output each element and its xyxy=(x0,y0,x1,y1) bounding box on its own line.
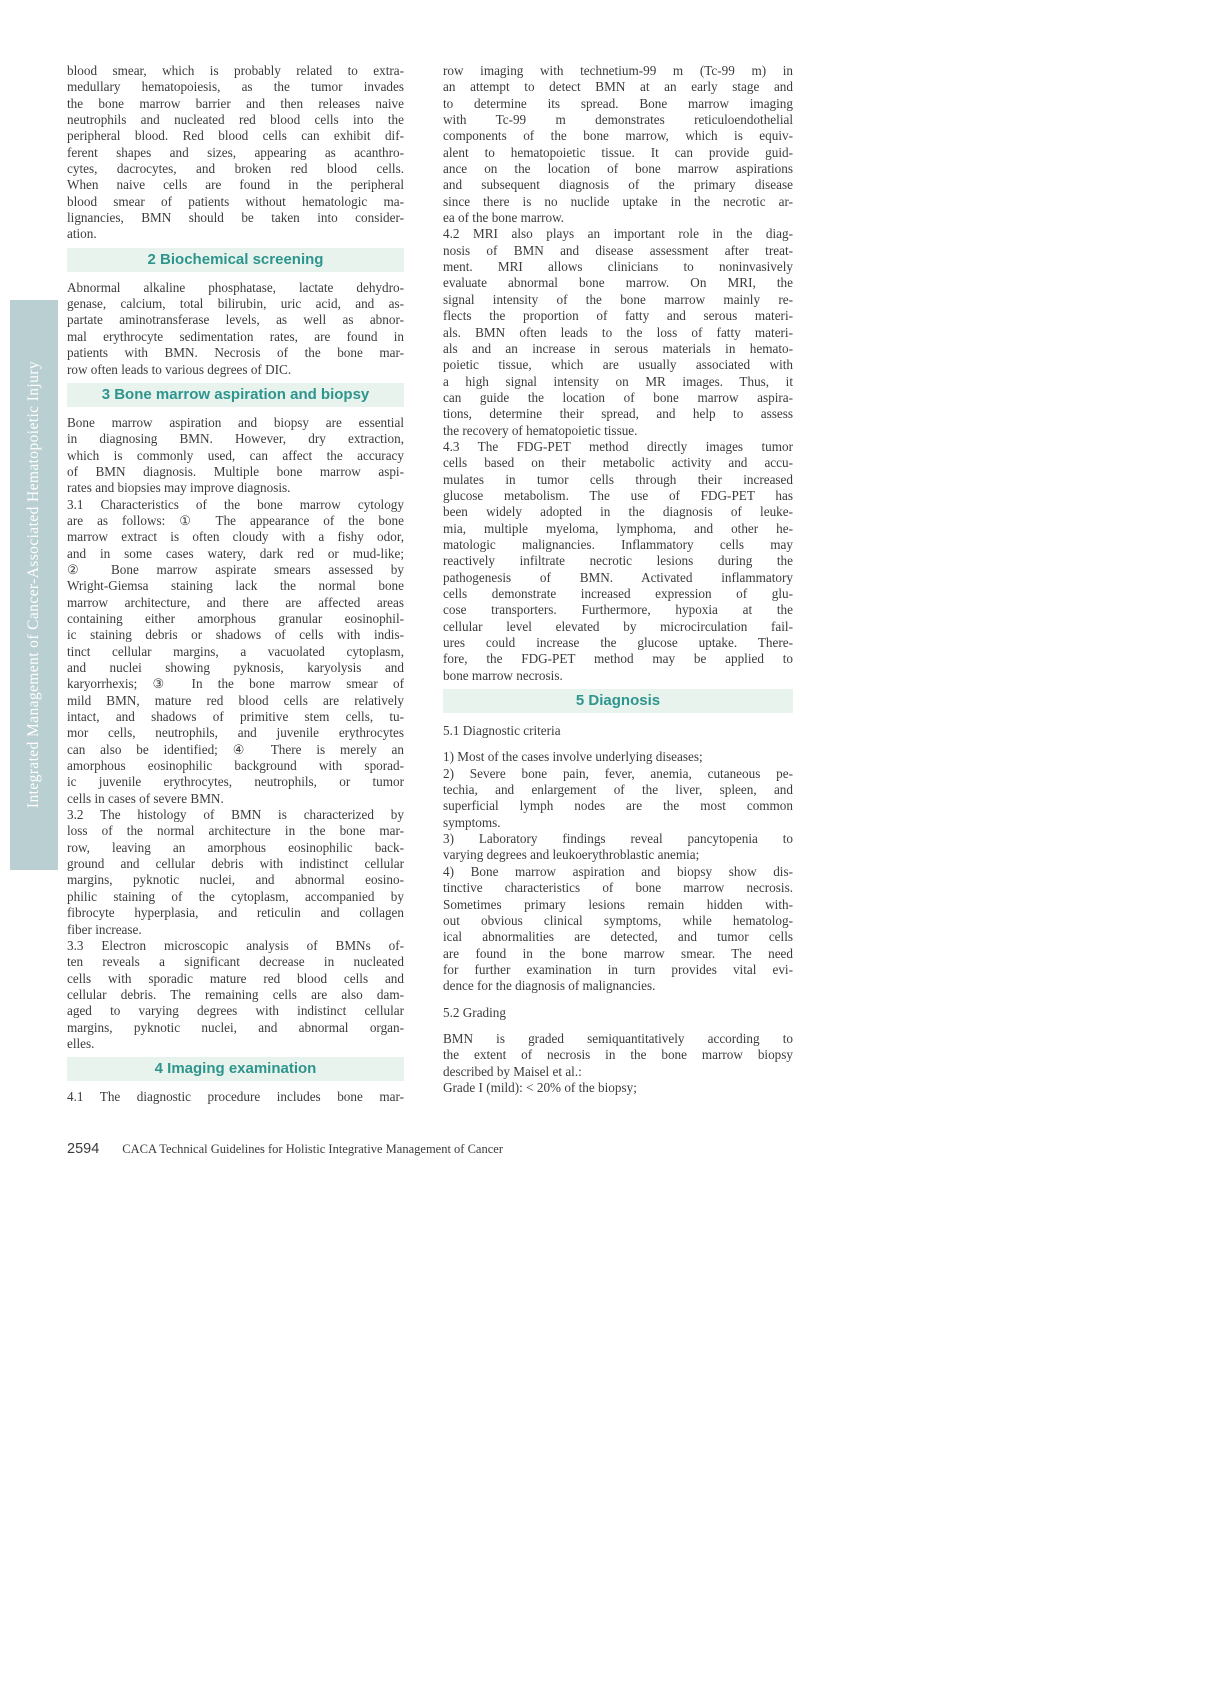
body-line: superficial lymph nodes are the most common xyxy=(443,798,793,814)
body-line: alent to hematopoietic tissue. It can provide guid- xyxy=(443,144,793,160)
subsection-heading: 5.2 Grading xyxy=(443,1004,506,1020)
body-line: 4.3 The FDG-PET method directly images tumor xyxy=(443,438,793,454)
body-line: als and an increase in serous materials in hemato- xyxy=(443,340,793,356)
body-line: 4.2 MRI also plays an important role in the diag- xyxy=(443,226,793,242)
body-line: ground and cellular debris with indistinct cellular xyxy=(67,856,404,872)
body-line: 1) Most of the cases involve underlying diseases; xyxy=(443,749,703,765)
body-line: tinct cellular margins, a vacuolated cytoplasm, xyxy=(67,643,404,659)
page-number: 2594 xyxy=(67,1141,100,1157)
body-line: patients with BMN. Necrosis of the bone mar- xyxy=(67,345,404,361)
body-line: out obvious clinical symptoms, while hematolog- xyxy=(443,912,793,928)
body-line: 3.3 Electron microscopic analysis of BMNs of- xyxy=(67,937,404,953)
body-line: and subsequent diagnosis of the primary disease xyxy=(443,177,793,193)
body-line: amorphous eosinophilic background with sporad- xyxy=(67,758,404,774)
body-line: flects the proportion of fatty and serous materi- xyxy=(443,308,793,324)
body-line: containing either amorphous granular eosinophil- xyxy=(67,610,404,626)
body-line: in diagnosing BMN. However, dry extraction, xyxy=(67,431,404,447)
body-line: row imaging with technetium-99 m (Tc-99 m) in xyxy=(443,63,793,78)
body-line: since there is no nuclide uptake in the necrotic ar- xyxy=(443,193,793,209)
paragraph xyxy=(67,1089,404,1105)
body-line: BMN is graded semiquantitatively according to xyxy=(443,1030,793,1046)
body-line: a high signal intensity on MR images. Thus, it xyxy=(443,373,793,389)
body-line: ures could increase the glucose uptake. There- xyxy=(443,635,793,651)
body-line: techia, and enlargement of the liver, spleen, and xyxy=(443,782,793,798)
body-line: mulates in tumor cells through their increased xyxy=(443,471,793,487)
paragraph xyxy=(67,415,404,1052)
section-heading: 5 Diagnosis xyxy=(443,689,793,713)
body-line: an attempt to detect BMN at an early stage and xyxy=(443,79,793,95)
body-line: cells in cases of severe BMN. xyxy=(67,790,224,806)
body-line: aged to varying degrees with indistinct cellular xyxy=(67,1003,404,1019)
body-line: blood smear of patients without hematologic ma- xyxy=(67,193,404,209)
paragraph xyxy=(67,63,404,243)
body-line: described by Maisel et al.: xyxy=(443,1063,582,1079)
body-line: Wright-Giemsa staining lack the normal bone xyxy=(67,578,404,594)
body-line: When naive cells are found in the peripheral xyxy=(67,177,404,193)
body-line: row often leads to various degrees of DIC. xyxy=(67,361,292,377)
paragraph xyxy=(443,1031,793,1096)
body-line: cells based on their metabolic activity and accu- xyxy=(443,455,793,471)
body-line: Grade I (mild): < 20% of the biopsy; xyxy=(443,1079,637,1095)
body-line: dence for the diagnosis of malignancies. xyxy=(443,978,656,994)
body-line: fiber increase. xyxy=(67,921,142,937)
body-line: 2) Severe bone pain, fever, anemia, cutaneous pe- xyxy=(443,765,793,781)
paragraph xyxy=(443,749,793,994)
body-line: 3.2 The histology of BMN is characterized by xyxy=(67,807,404,823)
body-line: mor cells, neutrophils, and juvenile erythrocytes xyxy=(67,725,404,741)
sidebar-vertical-title: Integrated Management of Cancer-Associated Hematopoietic Injury xyxy=(25,361,42,809)
subsection-heading: 5.1 Diagnostic criteria xyxy=(443,723,561,739)
body-line: rates and biopsies may improve diagnosis. xyxy=(67,480,291,496)
body-line: row, leaving an amorphous eosinophilic back- xyxy=(67,839,404,855)
footer-running-title: CACA Technical Guidelines for Holistic Integrative Management of Cancer xyxy=(122,1142,503,1156)
body-line: cellular debris. The remaining cells are also dam- xyxy=(67,986,404,1002)
body-line: blood smear, which is probably related to extra- xyxy=(67,63,404,78)
body-line: genase, calcium, total bilirubin, uric acid, and as- xyxy=(67,296,404,312)
body-line: signal intensity of the bone marrow mainly re- xyxy=(443,291,793,307)
body-line: ical abnormalities are detected, and tumor cells xyxy=(443,929,793,945)
body-line: pathogenesis of BMN. Activated inflammatory xyxy=(443,569,793,585)
body-line: medullary hematopoiesis, as the tumor invades xyxy=(67,79,404,95)
body-line: of BMN diagnosis. Multiple bone marrow aspi- xyxy=(67,463,404,479)
body-line: which is commonly used, can affect the accuracy xyxy=(67,447,404,463)
body-line: Bone marrow aspiration and biopsy are essential xyxy=(67,414,404,430)
paragraph xyxy=(67,280,404,378)
body-line: intact, and shadows of primitive stem cells, tu- xyxy=(67,709,404,725)
footer xyxy=(67,1141,787,1157)
paragraph xyxy=(443,226,793,438)
section-heading: 4 Imaging examination xyxy=(67,1057,404,1081)
body-line: lignancies, BMN should be taken into consider- xyxy=(67,210,404,226)
right-column xyxy=(443,63,793,1096)
body-line: bone marrow necrosis. xyxy=(443,667,563,683)
body-line: ation. xyxy=(67,226,97,242)
body-line: loss of the normal architecture in the bone mar- xyxy=(67,823,404,839)
section-heading: 2 Biochemical screening xyxy=(67,248,404,272)
body-line: margins, pyknotic nuclei, and abnormal eosino- xyxy=(67,872,404,888)
body-line: ② Bone marrow aspirate smears assessed by xyxy=(67,561,404,577)
body-line: components of the bone marrow, which is equiv- xyxy=(443,128,793,144)
body-line: ic juvenile erythrocytes, neutrophils, or tumor xyxy=(67,774,404,790)
body-line: reactively infiltrate necrotic lesions during the xyxy=(443,553,793,569)
body-line: 4) Bone marrow aspiration and biopsy show dis- xyxy=(443,863,793,879)
sidebar-band xyxy=(10,300,58,870)
body-line: and in some cases watery, dark red or mud-like; xyxy=(67,545,404,561)
section-heading: 3 Bone marrow aspiration and biopsy xyxy=(67,383,404,407)
body-line: tions, determine their spread, and help to assess xyxy=(443,406,793,422)
paragraph xyxy=(443,439,793,684)
body-line: cose transporters. Furthermore, hypoxia at the xyxy=(443,602,793,618)
body-line: the bone marrow barrier and then releases naive xyxy=(67,95,404,111)
body-line: glucose metabolism. The use of FDG-PET has xyxy=(443,487,793,503)
body-line: are as follows: ① The appearance of the bone xyxy=(67,512,404,528)
body-line: ea of the bone marrow. xyxy=(443,210,565,226)
body-line: poietic tissue, which are usually associated with xyxy=(443,357,793,373)
body-line: can also be identified; ④ There is merely an xyxy=(67,741,404,757)
body-line: with Tc-99 m demonstrates reticuloendothelial xyxy=(443,112,793,128)
body-line: nosis of BMN and disease assessment after treat- xyxy=(443,242,793,258)
body-line: karyorrhexis; ③ In the bone marrow smear of xyxy=(67,676,404,692)
body-line: 3) Laboratory findings reveal pancytopenia to xyxy=(443,831,793,847)
body-line: cellular level elevated by microcirculation fail- xyxy=(443,618,793,634)
body-line: ance on the location of bone marrow aspirations xyxy=(443,161,793,177)
paragraph xyxy=(443,63,793,226)
body-line: are found in the bone marrow smear. The need xyxy=(443,945,793,961)
body-line: elles. xyxy=(67,1035,95,1051)
body-line: the extent of necrosis in the bone marrow biopsy xyxy=(443,1047,793,1063)
body-line: the recovery of hematopoietic tissue. xyxy=(443,422,638,438)
body-line: varying degrees and leukoerythroblastic anemia; xyxy=(443,847,700,863)
body-line: matologic malignancies. Inflammatory cells may xyxy=(443,536,793,552)
body-line: peripheral blood. Red blood cells can exhibit dif- xyxy=(67,128,404,144)
body-line: marrow extract is often cloudy with a fishy odor, xyxy=(67,529,404,545)
body-line: fibrocyte hyperplasia, and reticulin and collagen xyxy=(67,905,404,921)
body-line: for further examination in turn provides vital evi- xyxy=(443,961,793,977)
body-line: cytes, dacrocytes, and broken red blood cells. xyxy=(67,161,404,177)
body-line: Sometimes primary lesions remain hidden with- xyxy=(443,896,793,912)
body-line: als. BMN often leads to the loss of fatty materi- xyxy=(443,324,793,340)
body-line: mia, multiple myeloma, lymphoma, and other he- xyxy=(443,520,793,536)
body-line: tinctive characteristics of bone marrow necrosis. xyxy=(443,880,793,896)
body-line: mild BMN, mature red blood cells are relatively xyxy=(67,692,404,708)
body-line: philic staining of the cytoplasm, accompanied by xyxy=(67,888,404,904)
body-line: cells demonstrate increased expression of glu- xyxy=(443,586,793,601)
body-line: been widely adopted in the diagnosis of leuke- xyxy=(443,504,793,520)
body-line: fore, the FDG-PET method may be applied to xyxy=(443,651,793,667)
body-line: ferent shapes and sizes, appearing as acanthro- xyxy=(67,144,404,160)
body-line: symptoms. xyxy=(443,814,501,830)
body-line: evaluate abnormal bone marrow. On MRI, the xyxy=(443,275,793,291)
left-column xyxy=(67,63,404,1106)
body-line: partate aminotransferase levels, as well as abnor- xyxy=(67,312,404,328)
body-line: cells with sporadic mature red blood cells and xyxy=(67,970,404,986)
body-line: to determine its spread. Bone marrow imaging xyxy=(443,95,793,111)
body-line: margins, pyknotic nuclei, and abnormal organ- xyxy=(67,1019,404,1035)
body-line: Abnormal alkaline phosphatase, lactate dehydro- xyxy=(67,279,404,295)
body-line: can guide the location of bone marrow aspira- xyxy=(443,389,793,405)
body-line: ic staining debris or shadows of cells with indis- xyxy=(67,627,404,643)
body-line: marrow architecture, and there are affected areas xyxy=(67,594,404,610)
body-line: 4.1 The diagnostic procedure includes bone mar- xyxy=(67,1089,404,1105)
body-line: neutrophils and nucleated red blood cells into the xyxy=(67,112,404,128)
body-line: mal erythrocyte sedimentation rates, are found in xyxy=(67,328,404,344)
body-line: ment. MRI allows clinicians to noninvasively xyxy=(443,259,793,275)
body-line: and nuclei showing pyknosis, karyolysis and xyxy=(67,660,404,675)
body-line: 3.1 Characteristics of the bone marrow cytology xyxy=(67,496,404,512)
body-line: ten reveals a significant decrease in nucleated xyxy=(67,954,404,970)
